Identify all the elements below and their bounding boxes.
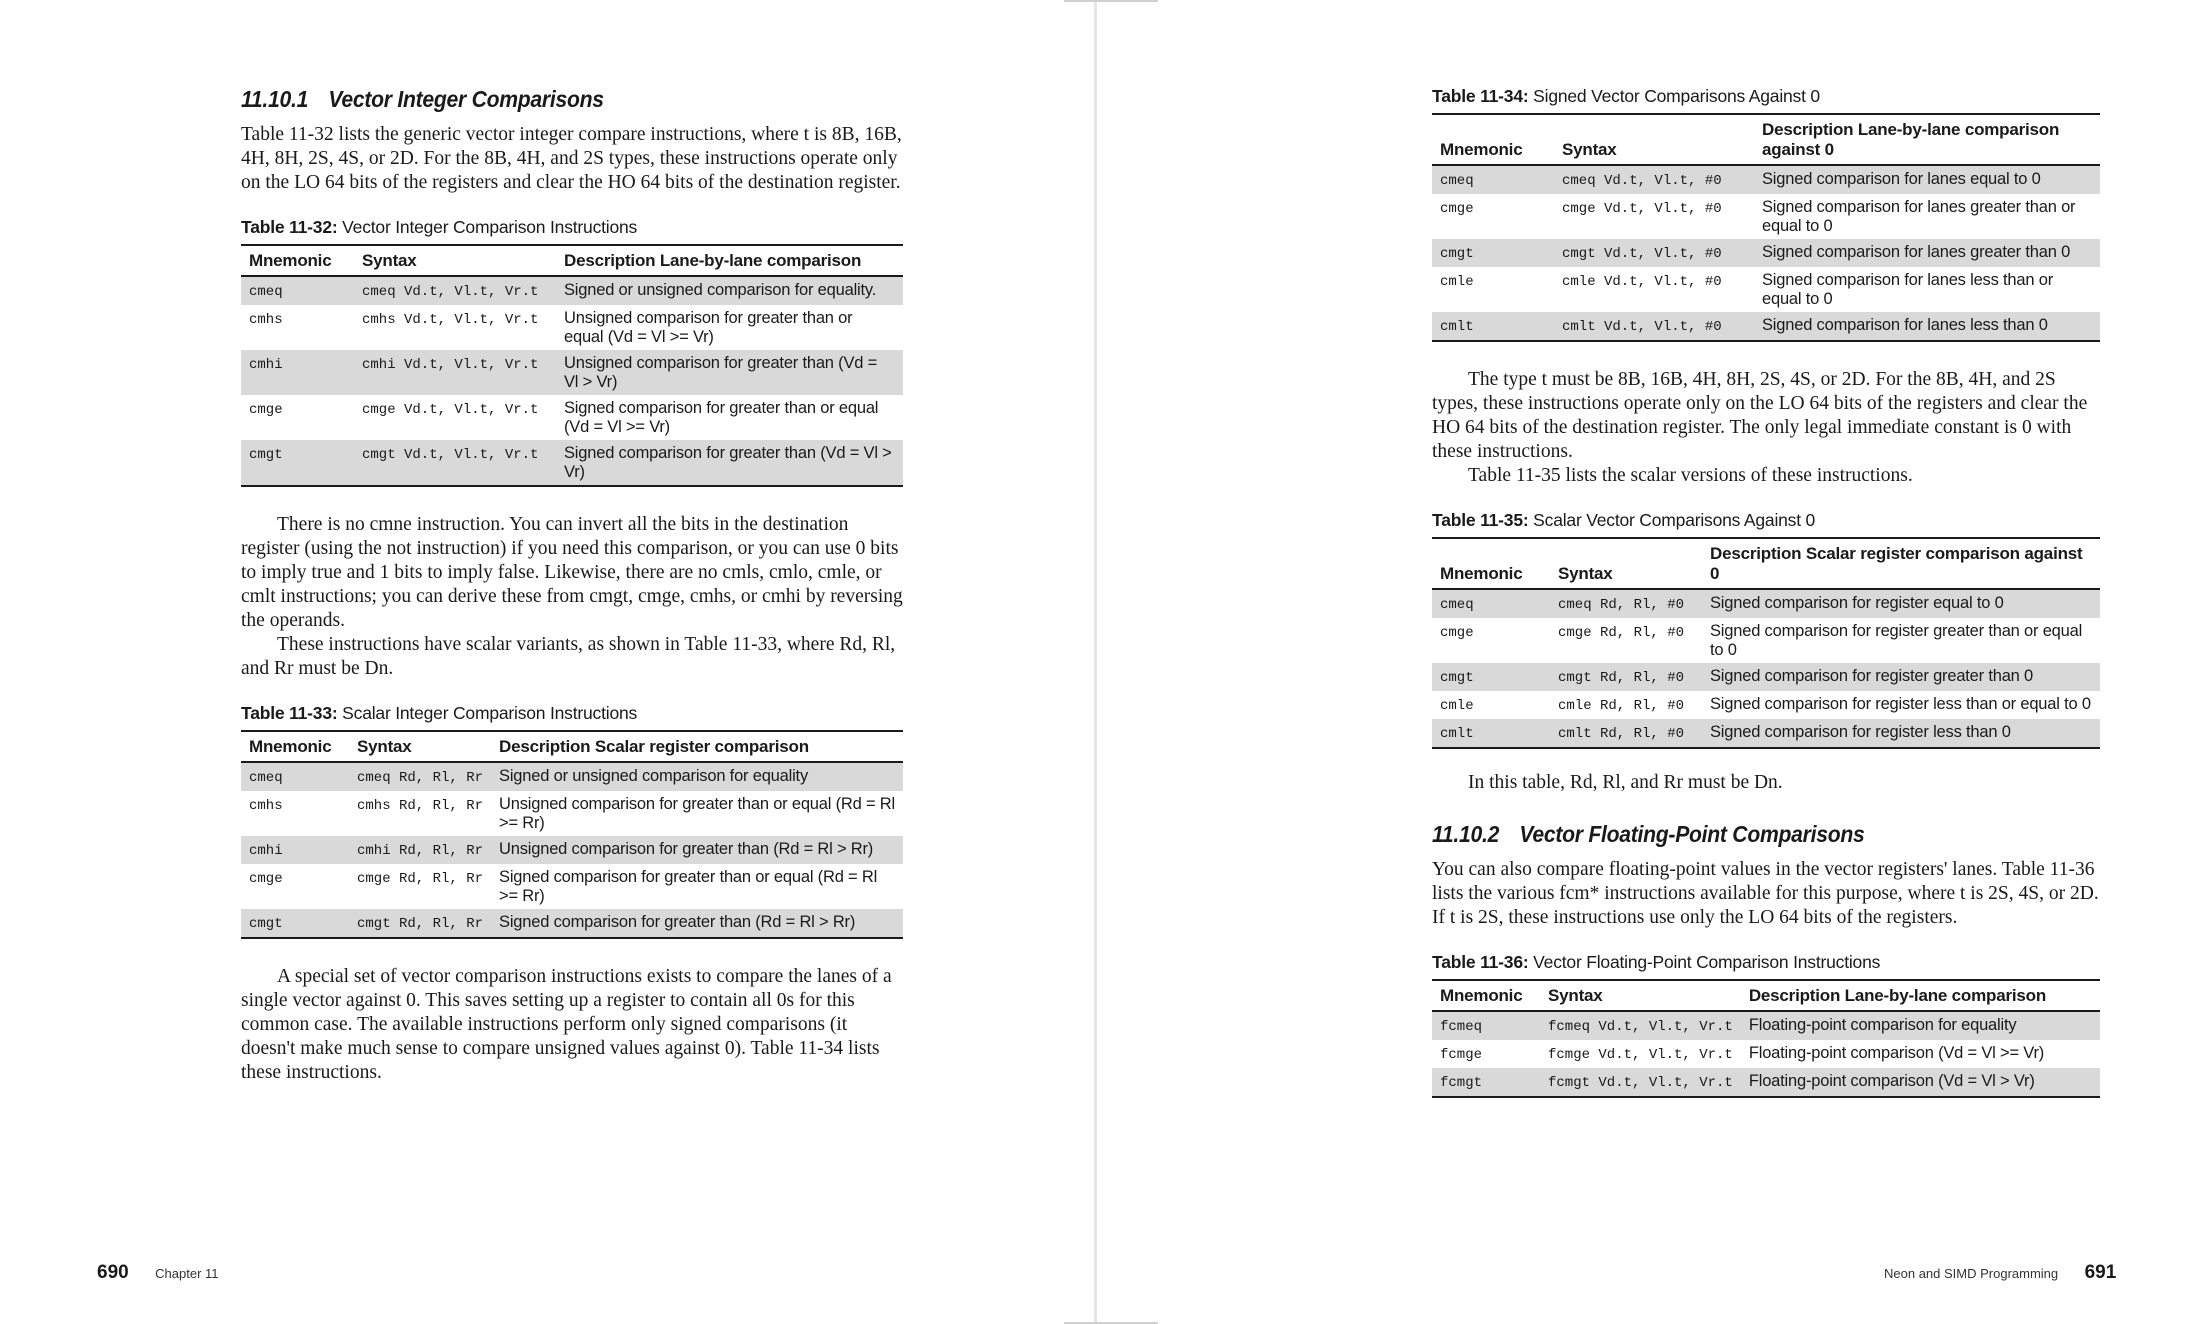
column-header: Mnemonic (1432, 538, 1550, 589)
mnemonic-cell: cmle (1440, 274, 1474, 290)
table-row (241, 350, 903, 395)
table-row (1432, 194, 2100, 239)
cmne-paragraph: There is no cmne instruction. You can invert all the bits in the destination register (using the not instruction) if you need this comparison, or you can use 0 bits to imply true and 1 bits to imply false. Likewise, there are no cmls, cmlo, cmle, or cmlt instructions; you can derive these from cmgt, cmge, cmhs, or cmhi by reversing the operands. (241, 514, 903, 631)
table-row (241, 305, 903, 350)
mnemonic-cell: cmge (249, 871, 283, 887)
mnemonic-cell: fcmgt (1432, 1068, 1540, 1097)
page-number: 690 (97, 1262, 129, 1283)
description-cell: Signed comparison for greater than (Rd = Rl > Rr) (491, 909, 903, 938)
description-cell: Signed or unsigned comparison for equality. (556, 276, 903, 305)
mnemonic-cell: cmlt (1432, 719, 1550, 748)
table-row (241, 440, 903, 486)
section-heading-11-10-1 (241, 86, 850, 113)
description-cell: Signed comparison for register greater than 0 (1702, 663, 2100, 691)
syntax-cell: cmhi Vd.t, Vl.t, Vr.t (354, 350, 556, 395)
table-36 (1432, 979, 2100, 1098)
syntax-cell: cmlt Rd, Rl, #0 (1550, 719, 1702, 748)
mnemonic-cell: cmhs (249, 312, 283, 328)
type-t-paragraph: The type t must be 8B, 16B, 4H, 8H, 2S, 4S, or 2D. For the 8B, 4H, and 2S types, these instructions operate only on the LO 64 bits of the registers and clear the HO 64 bits of the destination register. The only legal immediate constant is 0 with these instructions. (1432, 369, 2088, 462)
caption-label: Table 11-36: (1432, 952, 1529, 972)
description-cell: Signed comparison for greater than or equal (Vd = Vl >= Vr) (564, 399, 879, 436)
table-row (241, 762, 903, 791)
syntax-cell: cmlt Vd.t, Vl.t, #0 (1554, 312, 1754, 341)
mnemonic-cell: cmgt (1432, 239, 1554, 267)
syntax-cell: cmgt Rd, Rl, #0 (1550, 663, 1702, 691)
description-cell: Signed comparison for lanes greater than or equal to 0 (1762, 198, 2076, 235)
syntax-cell: fcmge Vd.t, Vl.t, Vr.t (1548, 1047, 1733, 1063)
floating-point-paragraph: You can also compare floating-point values in the vector registers' lanes. Table 11-36 lists the various fcm* instructions available for this purpose, where t is 2S, 4S, or 2D. If t is 2S, these instructions use only the LO 64 bits of the registers. (1432, 859, 2099, 928)
running-head: Chapter 11 (155, 1266, 219, 1281)
table-row (1432, 165, 2100, 194)
column-header: Description Scalar register comparison (491, 731, 903, 762)
description-cell: Signed comparison for greater than or equal (Rd = Rl >= Rr) (499, 868, 878, 905)
column-header: Syntax (1554, 114, 1754, 165)
description-cell: Signed comparison for register greater than or equal to 0 (1710, 622, 2083, 659)
description-cell: Signed or unsigned comparison for equality (491, 762, 903, 791)
syntax-cell: cmge Rd, Rl, #0 (1558, 625, 1685, 641)
mnemonic-cell: cmeq (241, 762, 349, 791)
syntax-cell: cmge Rd, Rl, Rr (357, 871, 484, 887)
syntax-cell: fcmeq Vd.t, Vl.t, Vr.t (1540, 1011, 1741, 1040)
caption-label: Table 11-34: (1432, 86, 1529, 106)
section-title: Vector Floating-Point Comparisons (1519, 821, 1865, 847)
table-row (241, 395, 903, 440)
syntax-cell: cmeq Vd.t, Vl.t, #0 (1554, 165, 1754, 194)
syntax-cell: cmhs Rd, Rl, Rr (357, 798, 484, 814)
description-cell: Floating-point comparison for equality (1741, 1011, 2100, 1040)
syntax-cell: cmge Vd.t, Vl.t, Vr.t (362, 402, 539, 418)
caption-text: Signed Vector Comparisons Against 0 (1533, 86, 1820, 106)
table-row (1432, 267, 2100, 312)
table-36-caption (1432, 952, 2100, 973)
mnemonic-cell: cmle (1440, 698, 1474, 714)
syntax-cell: cmle Rd, Rl, #0 (1558, 698, 1685, 714)
table-row (1432, 691, 2100, 719)
description-cell: Signed comparison for lanes less than or equal to 0 (1762, 271, 2053, 308)
syntax-cell: cmhs Vd.t, Vl.t, Vr.t (362, 312, 539, 328)
table-row (241, 791, 903, 836)
column-header: Syntax (1550, 538, 1702, 589)
column-header: Syntax (349, 731, 491, 762)
column-header: Mnemonic (1432, 980, 1540, 1011)
column-header: Syntax (354, 245, 556, 276)
section-number: 11.10.1 (241, 86, 309, 112)
table-35-caption (1432, 510, 2100, 531)
left-footer (97, 1262, 219, 1284)
intro-paragraph: Table 11-32 lists the generic vector integer compare instructions, where t is 8B, 16B, 4H, 8H, 2S, 4S, or 2D. For the 8B, 4H, and 2S types, these instructions operate only on the LO 64 bits of the registers and clear the HO 64 bits of the destination register. (241, 124, 902, 193)
left-page-content (241, 86, 903, 1085)
mnemonic-cell: cmeq (241, 276, 354, 305)
mnemonic-cell: fcmge (1440, 1047, 1483, 1063)
column-header: Mnemonic (241, 245, 354, 276)
caption-text: Vector Integer Comparison Instructions (342, 217, 638, 237)
mnemonic-cell: cmhi (241, 350, 354, 395)
table-34 (1432, 113, 2100, 342)
description-cell: Unsigned comparison for greater than or equal (Rd = Rl >= Rr) (499, 795, 895, 832)
mnemonic-cell: fcmeq (1432, 1011, 1540, 1040)
description-cell: Signed comparison for greater than (Vd = Vl > Vr) (556, 440, 903, 486)
mnemonic-cell: cmeq (1432, 589, 1550, 618)
table-row (1432, 618, 2100, 663)
mnemonic-cell: cmlt (1432, 312, 1554, 341)
syntax-cell: cmeq Rd, Rl, #0 (1550, 589, 1702, 618)
page-number: 691 (2084, 1262, 2117, 1283)
caption-text: Scalar Vector Comparisons Against 0 (1533, 510, 1816, 530)
mnemonic-cell: cmhi (241, 836, 349, 864)
table-row (241, 864, 903, 909)
caption-label: Table 11-33: (241, 703, 338, 723)
table-33-caption (241, 703, 903, 724)
syntax-cell: fcmgt Vd.t, Vl.t, Vr.t (1540, 1068, 1741, 1097)
column-header: Description Lane-by-lane comparison (1741, 980, 2100, 1011)
left-page (0, 0, 1095, 1324)
description-cell: Signed comparison for lanes equal to 0 (1754, 165, 2100, 194)
table-row (1432, 1068, 2100, 1097)
syntax-cell: cmle Vd.t, Vl.t, #0 (1562, 274, 1722, 290)
mnemonic-cell: cmgt (241, 909, 349, 938)
mnemonic-cell: cmeq (1432, 165, 1554, 194)
column-header: Syntax (1540, 980, 1741, 1011)
description-cell: Unsigned comparison for greater than (Vd = Vl > Vr) (556, 350, 903, 395)
table-32-caption (241, 217, 903, 238)
table-32 (241, 244, 903, 487)
syntax-cell: cmgt Rd, Rl, Rr (349, 909, 491, 938)
syntax-cell: cmge Vd.t, Vl.t, #0 (1562, 201, 1722, 217)
description-cell: Unsigned comparison for greater than or equal (Vd = Vl >= Vr) (564, 309, 853, 346)
caption-label: Table 11-35: (1432, 510, 1529, 530)
scalar-variants-paragraph: These instructions have scalar variants, as shown in Table 11-33, where Rd, Rl, and Rr must be Dn. (241, 634, 896, 679)
syntax-cell: cmgt Vd.t, Vl.t, Vr.t (354, 440, 556, 486)
mnemonic-cell: cmge (1440, 625, 1474, 641)
column-header: Mnemonic (1432, 114, 1554, 165)
syntax-cell: cmeq Rd, Rl, Rr (349, 762, 491, 791)
description-cell: Signed comparison for register less than 0 (1702, 719, 2100, 748)
table-row (241, 276, 903, 305)
description-cell: Signed comparison for register less than or equal to 0 (1710, 695, 2091, 713)
running-head: Neon and SIMD Programming (1884, 1266, 2059, 1281)
table-row (1432, 589, 2100, 618)
mnemonic-cell: cmge (1440, 201, 1474, 217)
mnemonic-cell: cmge (249, 402, 283, 418)
description-cell: Signed comparison for lanes greater than 0 (1754, 239, 2100, 267)
table-35 (1432, 537, 2100, 749)
section-heading-11-10-2 (1432, 821, 2047, 848)
syntax-cell: cmgt Vd.t, Vl.t, #0 (1554, 239, 1754, 267)
right-page (1097, 0, 2192, 1324)
column-header: Description Lane-by-lane comparison (556, 245, 903, 276)
section-number: 11.10.2 (1432, 821, 1500, 847)
special-set-paragraph: A special set of vector comparison instructions exists to compare the lanes of a single vector against 0. This saves setting up a register to contain all 0s for this common case. The available instructions perform only signed comparisons (it doesn't make much sense to compare unsigned values against 0). Table 11-34 lists these instructions. (241, 966, 892, 1083)
right-page-content (1432, 86, 2100, 1098)
caption-text: Scalar Integer Comparison Instructions (342, 703, 638, 723)
table-row (1432, 1040, 2100, 1068)
description-cell: Signed comparison for lanes less than 0 (1754, 312, 2100, 341)
mnemonic-cell: cmhs (249, 798, 283, 814)
table-row (1432, 719, 2100, 748)
table-row (1432, 312, 2100, 341)
column-header: Description Lane-by-lane comparison against 0 (1754, 114, 2100, 165)
column-header: Description Scalar register comparison against 0 (1702, 538, 2100, 589)
description-cell: Unsigned comparison for greater than (Rd = Rl > Rr) (491, 836, 903, 864)
column-header: Mnemonic (241, 731, 349, 762)
caption-label: Table 11-32: (241, 217, 338, 237)
table-row (241, 909, 903, 938)
mnemonic-cell: cmgt (241, 440, 354, 486)
description-cell: Floating-point comparison (Vd = Vl >= Vr) (1748, 1044, 2045, 1062)
table-34-caption (1432, 86, 2100, 107)
table-row (1432, 239, 2100, 267)
syntax-cell: cmhi Rd, Rl, Rr (349, 836, 491, 864)
table-33 (241, 730, 903, 939)
section-title: Vector Integer Comparisons (328, 86, 604, 112)
description-cell: Floating-point comparison (Vd = Vl > Vr) (1741, 1068, 2100, 1097)
right-footer (1884, 1262, 2116, 1284)
mnemonic-cell: cmgt (1432, 663, 1550, 691)
description-cell: Signed comparison for register equal to 0 (1702, 589, 2100, 618)
table-row (1432, 663, 2100, 691)
syntax-cell: cmeq Vd.t, Vl.t, Vr.t (354, 276, 556, 305)
table-row (1432, 1011, 2100, 1040)
table-35-intro-paragraph: Table 11-35 lists the scalar versions of these instructions. (1468, 465, 1913, 486)
caption-text: Vector Floating-Point Comparison Instructions (1533, 952, 1881, 972)
table-row (241, 836, 903, 864)
registers-paragraph: In this table, Rd, Rl, and Rr must be Dn. (1468, 772, 1783, 793)
